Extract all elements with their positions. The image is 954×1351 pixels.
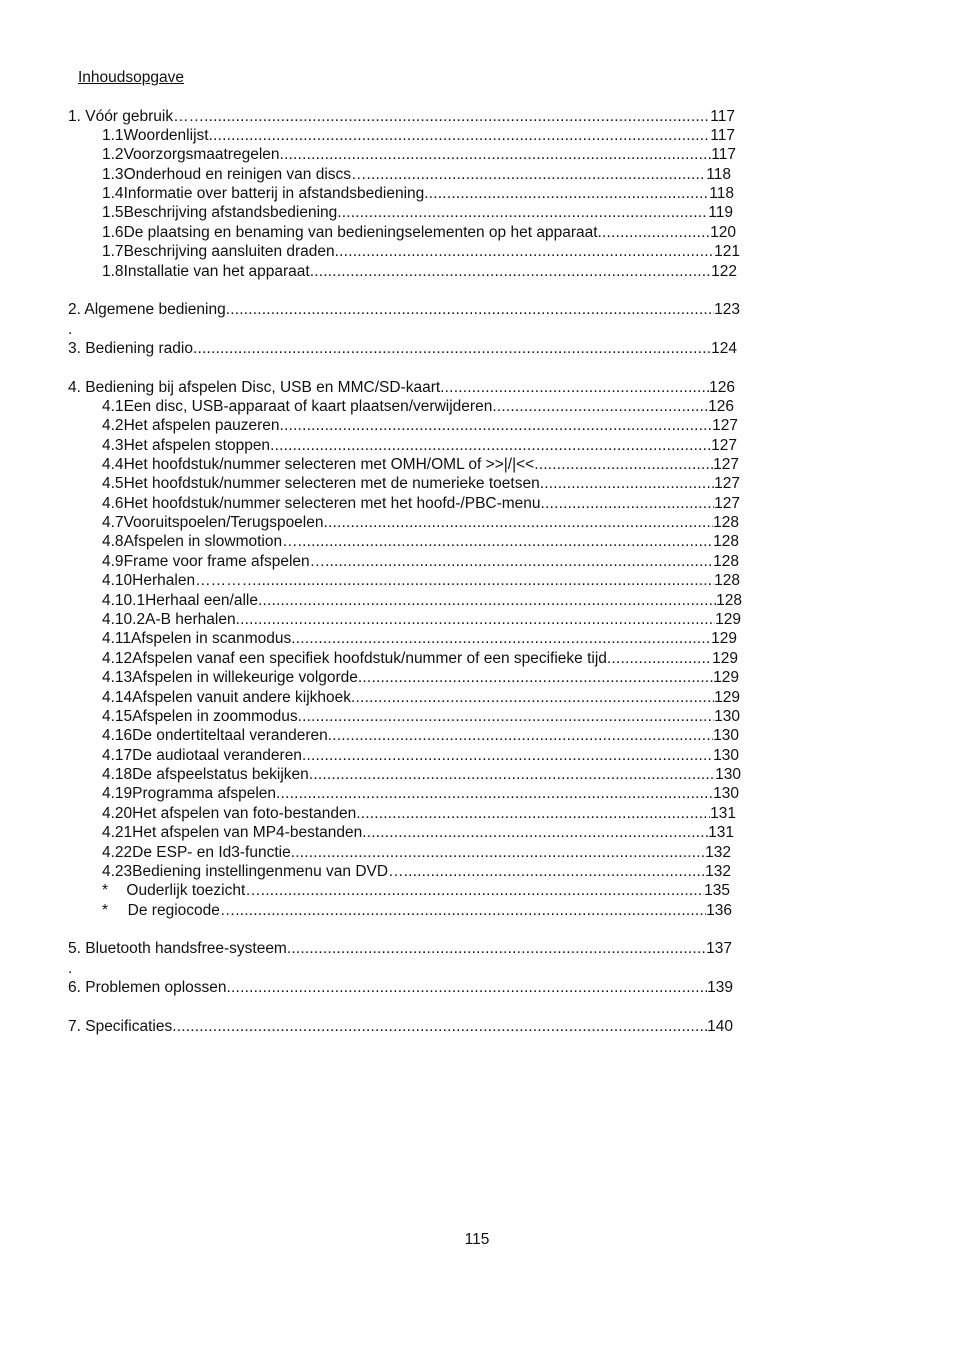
toc-entry-number: 4.15 (102, 708, 133, 725)
toc-entry-leader (329, 552, 713, 572)
toc-entry (102, 784, 739, 804)
toc-entry-number: 4.9 (102, 553, 124, 570)
toc-entry-page: 118 (709, 185, 734, 202)
toc-entry-title: Het afspelen van foto-bestanden (132, 805, 357, 822)
toc-entry-number: 4.10.2 (102, 611, 146, 628)
toc-entry (102, 184, 734, 204)
toc-entry-number: 4.23 (102, 863, 133, 880)
toc-entry-page: 124 (711, 340, 737, 357)
toc-entry-title: 7. Specificaties (68, 1018, 173, 1035)
toc-entry-title: Frame voor frame afspelen…. (123, 553, 330, 570)
toc-entry-leader (424, 184, 709, 204)
toc-entry-leader (440, 378, 709, 398)
toc-entry (102, 242, 740, 262)
toc-entry-number: 1.7 (102, 243, 124, 260)
toc-entry (102, 223, 736, 243)
toc-entry (102, 571, 740, 591)
toc-entry-leader (276, 784, 713, 804)
toc-entry (102, 804, 736, 824)
toc-entry (102, 862, 731, 882)
toc-entry-title: De regiocode…. (127, 902, 240, 919)
toc-entry-leader (257, 571, 714, 591)
toc-entry-title: Het afspelen stoppen (123, 437, 271, 454)
toc-entry-leader (358, 668, 713, 688)
toc-entry-leader (541, 494, 715, 514)
stray-dot: . (68, 321, 73, 338)
toc-entry-title: A-B herhalen (145, 611, 236, 628)
toc-entry (102, 843, 731, 863)
toc-entry-number: 1.3 (102, 166, 124, 183)
toc-entry-number: 4.19 (102, 785, 133, 802)
toc-entry-number: 1.1 (102, 127, 124, 144)
toc-entry-number: 4.21 (102, 824, 133, 841)
toc-entry-number: 4.10.1 (102, 592, 146, 609)
toc-entry-page: 127 (714, 495, 740, 512)
toc-entry-leader (280, 416, 713, 436)
toc-entry (68, 939, 732, 959)
toc-entry-page: 117 (710, 108, 735, 125)
toc-entry (102, 668, 739, 688)
toc-entry-leader (204, 107, 710, 127)
toc-entry-leader (328, 726, 713, 746)
toc-entry-leader (335, 242, 714, 262)
toc-entry (102, 532, 739, 552)
toc-entry-page: 127 (712, 417, 738, 434)
toc-entry-page: 130 (715, 766, 741, 783)
toc-entry-page: 126 (708, 398, 734, 415)
toc-entry (102, 610, 741, 630)
stray-dot: . (68, 960, 73, 977)
toc-entry-title: Bediening instellingenmenu van DVD… (132, 863, 404, 880)
toc-entry-number: * (102, 882, 109, 899)
toc-entry-title: Programma afspelen (132, 785, 277, 802)
toc-entry-page: 135 (704, 882, 730, 899)
toc-entry (68, 378, 735, 398)
toc-entry-leader (227, 978, 708, 998)
toc-entry-leader (534, 455, 713, 475)
toc-entry-title: 5. Bluetooth handsfree-systeem (68, 940, 287, 957)
toc-entry-number: 1.4 (102, 185, 124, 202)
toc-entry-number: 4.7 (102, 514, 124, 531)
toc-entry (102, 513, 739, 533)
toc-entry-number: 1.6 (102, 224, 124, 241)
toc-entry (102, 649, 738, 669)
toc-entry-leader (258, 591, 716, 611)
toc-entry-leader (310, 262, 711, 282)
toc-entry (102, 823, 734, 843)
toc-entry-title: Vooruitspoelen/Terugspoelen (123, 514, 324, 531)
toc-entry-title: 2. Algemene bediening (68, 301, 226, 318)
toc-entry-page: 127 (713, 456, 739, 473)
toc-entry-page: 130 (714, 708, 740, 725)
toc-entry (68, 107, 735, 127)
toc-entry-page: 128 (716, 592, 742, 609)
toc-entry (102, 765, 741, 785)
toc-entry-title: Herhalen………… (132, 572, 258, 589)
toc-entry-leader (193, 339, 711, 359)
toc-entry-title: Het afspelen pauzeren (123, 417, 280, 434)
toc-entry-leader (337, 203, 708, 223)
toc-entry-title: Afspelen in zoommodus (132, 708, 298, 725)
toc-entry-page: 127 (711, 437, 737, 454)
toc-entry-title: Het hoofdstuk/nummer selecteren met het hoofd-/PBC-menu (123, 495, 541, 512)
toc-entry-page: 140 (707, 1018, 733, 1035)
toc-entry-number: 4.17 (102, 747, 133, 764)
toc-entry (102, 629, 737, 649)
toc-entry-page: 118 (706, 166, 731, 183)
toc-entry-number: 4.13 (102, 669, 133, 686)
toc-entry-title: Een disc, USB-apparaat of kaart plaatsen/verwijderen (123, 398, 493, 415)
toc-entry-title: De audiotaal veranderen (132, 747, 302, 764)
toc-entry-page: 137 (706, 940, 732, 957)
toc-entry-leader (298, 532, 714, 552)
toc-heading: Inhoudsopgave (78, 69, 185, 86)
toc-entry-page: 136 (706, 902, 732, 919)
toc-entry-page: 126 (709, 379, 735, 396)
toc-entry-title: Beschrijving afstandsbediening (123, 204, 338, 221)
toc-entry-number: 4.4 (102, 456, 124, 473)
toc-entry-leader (280, 145, 712, 165)
toc-entry-page: 131 (710, 805, 736, 822)
toc-entry-page: 120 (710, 224, 736, 241)
toc-entry-title: Herhaal een/alle (145, 592, 258, 609)
toc-entry-leader (367, 165, 707, 185)
toc-entry-page: 128 (713, 514, 739, 531)
toc-entry (68, 300, 740, 320)
toc-entry (102, 591, 742, 611)
toc-entry-leader (287, 939, 706, 959)
toc-entry-page: 123 (714, 301, 740, 318)
toc-entry-page: 129 (713, 669, 739, 686)
toc-entry-title: 3. Bediening radio (68, 340, 193, 357)
toc-entry-number: 4.11 (102, 630, 132, 647)
toc-entry-page: 119 (708, 204, 733, 221)
toc-entry-page: 132 (705, 844, 731, 861)
toc-entry-leader (172, 1017, 707, 1037)
toc-entry-page: 127 (714, 475, 740, 492)
toc-entry (68, 339, 737, 359)
toc-entry-leader (356, 804, 710, 824)
toc-entry-leader (270, 436, 711, 456)
toc-entry-title: De afspeelstatus bekijken (132, 766, 309, 783)
toc-entry-page: 122 (711, 263, 737, 280)
toc-entry-page: 121 (714, 243, 740, 260)
toc-entry (102, 726, 739, 746)
toc-entry-leader (302, 746, 713, 766)
toc-entry-page: 130 (713, 747, 739, 764)
toc-entry-title: Beschrijving aansluiten draden (123, 243, 335, 260)
toc-entry (102, 746, 739, 766)
toc-entry-page: 129 (715, 611, 741, 628)
toc-entry-page: 129 (714, 689, 740, 706)
toc-entry-page: 128 (713, 533, 739, 550)
toc-entry-number: 4.22 (102, 844, 133, 861)
toc-entry-number: 1.5 (102, 204, 124, 221)
toc-entry-title: Het afspelen van MP4-bestanden (132, 824, 363, 841)
toc-entry (102, 165, 731, 185)
toc-entry-number: 4.12 (102, 650, 133, 667)
toc-entry-title: Voorzorgsmaatregelen (123, 146, 280, 163)
toc-entry-number: 4.2 (102, 417, 124, 434)
toc-entry-number: 4.20 (102, 805, 133, 822)
toc-entry-leader (291, 629, 711, 649)
toc-entry-title: De ondertiteltaal veranderen (132, 727, 328, 744)
toc-entry-number: 4.16 (102, 727, 133, 744)
toc-entry-number: 4.8 (102, 533, 124, 550)
toc-entry (68, 1017, 733, 1037)
toc-entry-title: Installatie van het apparaat (123, 263, 310, 280)
toc-entry-title: De plaatsing en benaming van bedieningselementen op het apparaat (123, 224, 598, 241)
toc-entry-number: 4.18 (102, 766, 133, 783)
toc-entry (102, 688, 740, 708)
toc-entry-page: 139 (707, 979, 733, 996)
toc-entry-page: 129 (712, 650, 738, 667)
toc-entry (102, 126, 735, 146)
toc-entry-title: Afspelen in willekeurige volgorde (132, 669, 358, 686)
toc-entry (102, 145, 736, 165)
toc-entry-title: Afspelen vanaf een specifiek hoofdstuk/nummer of een specifieke tijd (132, 650, 607, 667)
toc-entry (102, 474, 740, 494)
toc-entry-title: Woordenlijst (123, 127, 209, 144)
toc-entry (102, 436, 737, 456)
toc-entry-number: 4.3 (102, 437, 124, 454)
toc-entry-leader (261, 881, 704, 901)
toc-entry (102, 552, 739, 572)
toc-entry-title: Informatie over batterij in afstandsbediening (123, 185, 425, 202)
toc-entry-leader (324, 513, 714, 533)
toc-entry-leader (607, 649, 712, 669)
toc-entry-page: 131 (708, 824, 734, 841)
toc-entry-leader (309, 765, 715, 785)
toc-entry (102, 881, 730, 901)
toc-entry-number: 4.1 (102, 398, 124, 415)
toc-entry-leader (362, 823, 708, 843)
toc-entry-number: 4.14 (102, 689, 133, 706)
toc-entry-number: 1.8 (102, 263, 124, 280)
toc-entry-leader (404, 862, 706, 882)
toc-entry-page: 117 (711, 146, 736, 163)
toc-entry (102, 262, 737, 282)
toc-entry-page: 129 (711, 630, 737, 647)
toc-entry (102, 455, 739, 475)
toc-entry-number: 4.6 (102, 495, 124, 512)
toc-entry (102, 416, 738, 436)
toc-entry-leader (492, 397, 708, 417)
toc-entry (68, 978, 733, 998)
toc-entry (102, 494, 740, 514)
toc-entry (102, 397, 734, 417)
toc-entry (102, 901, 732, 921)
toc-entry-page: 130 (713, 727, 739, 744)
toc-entry-leader (209, 126, 711, 146)
toc-entry-title: Afspelen vanuit andere kijkhoek (132, 689, 352, 706)
toc-entry-title: Onderhoud en reinigen van discs… (123, 166, 367, 183)
toc-entry-number: 1.2 (102, 146, 124, 163)
toc-entry-leader (351, 688, 714, 708)
page-number: 115 (464, 1231, 490, 1248)
toc-entry-title: Het hoofdstuk/nummer selecteren met OMH/OML of >>|/|<< (123, 456, 535, 473)
toc-entry-title: Ouderlijk toezicht… (126, 882, 261, 899)
toc-entry-leader (540, 474, 714, 494)
toc-entry-title: Afspelen in slowmotion… (123, 533, 298, 550)
toc-entry-title: Afspelen in scanmodus (131, 630, 292, 647)
toc-entry-leader (236, 610, 716, 630)
toc-entry-page: 130 (713, 785, 739, 802)
toc-entry-page: 132 (705, 863, 731, 880)
toc-entry-title: 6. Problemen oplossen (68, 979, 227, 996)
toc-entry-page: 128 (713, 553, 739, 570)
toc-entry (102, 203, 733, 223)
toc-entry-title: 4. Bediening bij afspelen Disc, USB en MMC/SD-kaart (68, 379, 441, 396)
toc-entry-number: * (102, 902, 109, 919)
toc-entry-title: 1. Vóór gebruik…… (68, 108, 205, 125)
toc-entry-leader (291, 843, 705, 863)
toc-entry-number: 4.5 (102, 475, 124, 492)
toc-entry (102, 707, 740, 727)
toc-entry-leader (598, 223, 711, 243)
toc-entry-leader (240, 901, 706, 921)
toc-entry-leader (298, 707, 715, 727)
toc-entry-page: 128 (714, 572, 740, 589)
toc-entry-title: Het hoofdstuk/nummer selecteren met de numerieke toetsen (123, 475, 540, 492)
toc-entry-leader (226, 300, 714, 320)
toc-entry-page: 117 (710, 127, 735, 144)
toc-entry-title: De ESP- en Id3-functie (132, 844, 291, 861)
toc-entry-number: 4.10 (102, 572, 133, 589)
